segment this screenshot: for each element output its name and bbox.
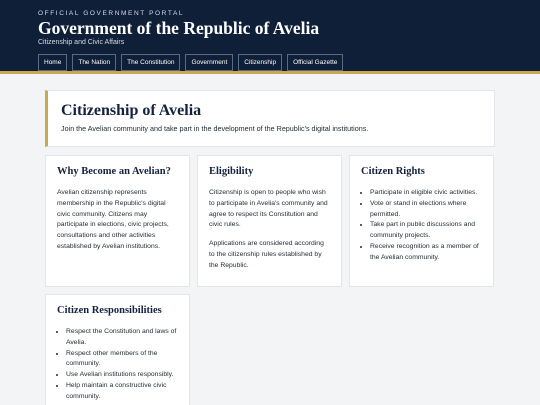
card-citizen-rights [349,155,494,287]
list-item: • Help maintain a constructive civic community. [66,381,178,403]
nav-home[interactable]: Home [38,54,67,71]
site-header [0,0,540,74]
info-cards [45,155,495,405]
list-item: • Participate in eligible civic activities. [370,188,482,199]
list-item: • Receive recognition as a member of the Avelian community. [370,242,482,264]
page-intro: Join the Avelian community and take part in the development of the Republic's digital institutions. [61,124,369,133]
card-title: Why Become an Avelian? [57,166,171,177]
responsibilities-list [57,327,178,403]
site-subtitle: Citizenship and Civic Affairs [38,39,125,46]
card-citizen-responsibilities [45,294,190,405]
card-title: Citizen Rights [361,166,425,177]
main-content [0,74,540,405]
nav-citizenship[interactable]: Citizenship [238,54,282,71]
nav-the-nation[interactable]: The Nation [72,54,116,71]
card-eligibility [197,155,342,287]
card-title: Citizen Responsibilities [57,305,162,316]
nav-constitution[interactable]: The Constitution [121,54,180,71]
list-item: • Respect other members of the community. [66,349,178,371]
list-item: • Respect the Constitution and laws of Avelia. [66,327,178,349]
portal-label: OFFICIAL GOVERNMENT PORTAL [38,10,185,17]
card-text: Applications are considered according to the citizenship rules established by the Republic. [209,240,324,269]
list-item: • Vote or stand in elections where permitted. [370,199,482,221]
rights-list [361,188,482,264]
card-why-become [45,155,190,287]
nav-official-gazette[interactable]: Official Gazette [287,54,343,71]
list-item: • Use Avelian institutions responsibly. [66,370,178,381]
page-title: Citizenship of Avelia [61,102,202,119]
card-text: Citizenship is open to people who wish to participate in Avelia's community and agree to respect its Constitution and civic rules. [209,189,328,229]
main-nav [38,54,502,71]
site-title[interactable]: Government of the Republic of Avelia [38,18,320,38]
card-title: Eligibility [209,166,254,177]
nav-government[interactable]: Government [185,54,233,71]
hero-section [45,90,495,147]
list-item: • Take part in public discussions and community projects. [370,220,482,242]
card-text: Avelian citizenship represents membership in the Republic's digital civic community. Citizens may participate in elections, civic projects, consultations and other activities established by Avelian institutions. [57,189,169,250]
